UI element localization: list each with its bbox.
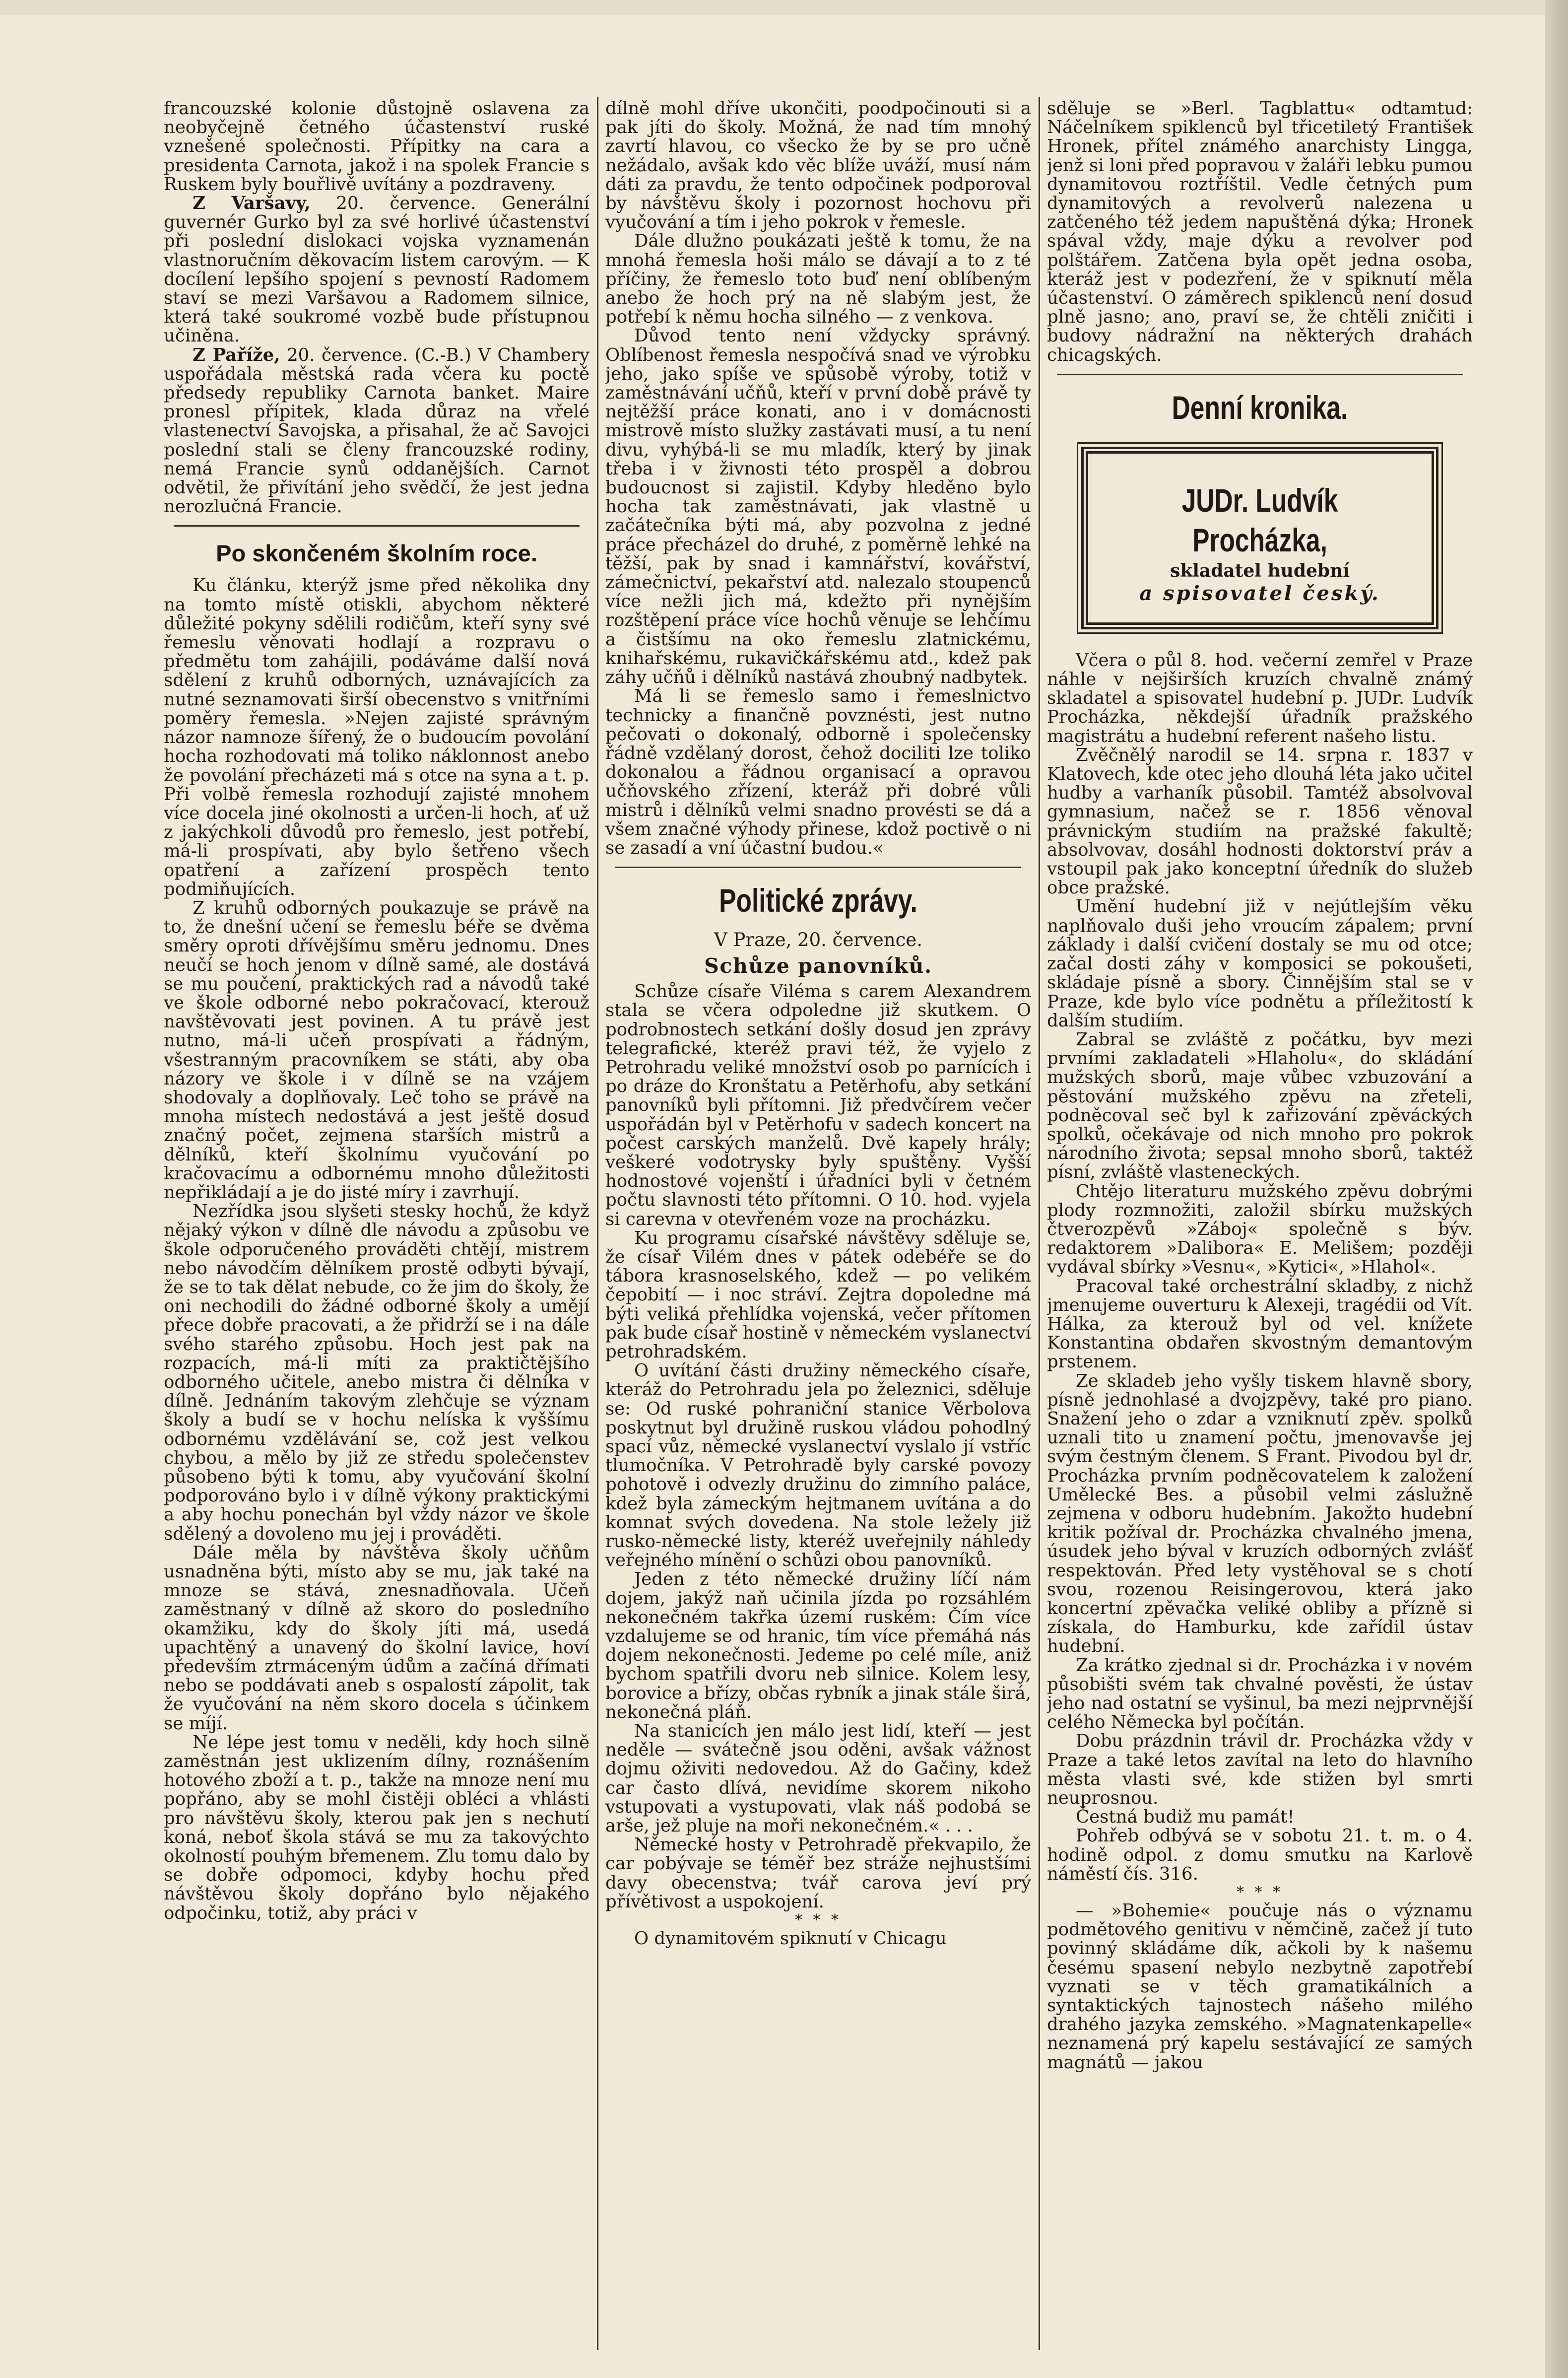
politics-heading: Politické zprávy.	[719, 882, 917, 919]
school-heading: Po skončeném školním roce.	[216, 540, 537, 567]
chronicle-paragraph: Zvěčnělý narodil se 14. srpna r. 1837 v Klatovech, kde otec jeho dlouhá léta jako učitel hudby a varhaník působil. Tamtéž absolvoval gymnasium, načež se r. 1856 věnoval právnickým studiím na pražské fakultě; absolvovav, dosáhl hodnosti doktorství práv a vstoupil pak jako konceptní úředník do služeb obce pražské.	[1047, 745, 1473, 898]
chronicle-paragraph: Dobu prázdnin trávil dr. Procházka vždy v Praze a také letos zavítal na leto do hlavního města vlasti své, kde stižen byl smrti neuprosnou.	[1047, 1731, 1473, 1809]
section-divider	[1057, 374, 1463, 375]
bohemia-paragraph: — »Bohemie« poučuje nás o významu podmětového genitivu v němčině, začež jí tuto povinný skládáme dík, ačkoli by k našemu česému spasení nebylo nezbytně zapotřebí vyznati se v těch gramatikálních a syntaktických tajnostech nášeho milého drahého jazyka zemského. »Magnatenkapelle« neznamená prý kapelu sestávající ze samých magnátů — jakou	[1047, 1901, 1473, 2073]
chronicle-paragraph: Ze skladeb jeho vyšly tiskem hlavně sbory, písně jednohlasé a dvojzpěvy, také pro piano. Snažení jeho o zdar a vzniknutí zpěv. spolků uznali tito u znamení počtu, jmenovavše jej svým čestným členem. S Frant. Pivodou byl dr. Procházka prvním podněcovatelem k založení Umělecké Bes. a působil velmi záslužně zejmena v odboru hudebním. Jakožto hudební kritik požíval dr. Procházka chvalného jmena, úsudek jeho býval v kruzích odborných zvlášť respektován. Před lety vystěhoval se s chotí svou, rozenou Reisingerovou, která jako koncertní zpěvačka veliké obliby a přízně si získala, do Hamburku, kde zařídil ústav hudební.	[1047, 1370, 1473, 1657]
school-continuation: Dále dlužno poukázati ještě k tomu, že na mnohá řemesla hoši málo se dávají a to z té příčiny, že řemeslo toto buď není oblíbeným anebo že hoch prý na ně slabým jest, že potřebí k němu hocha silného — z venkova.	[605, 231, 1031, 328]
obituary-role: a spisovatel český.	[1139, 581, 1380, 605]
chronicle-heading: Denní kronika.	[1172, 389, 1348, 426]
politics-paragraph: Německé hosty v Petrohradě překvapilo, že car pobývaje se téměř bez stráže nejhustšími davy obecenstva; tvář carova jeví prý přívětivost a uspokojení.	[605, 1834, 1031, 1912]
warsaw-report	[164, 194, 589, 346]
politics-paragraph: O uvítání části družiny německého císaře, kteráž do Petrohradu jela po železnici, sděluje se: Od ruské pohraniční stanice Věrbolova poskytnut byl družině ruskou vládou pohodlný spací vůz, německé vyslanectví vyslalo jí vstříc tlumočníka. V Petrohradě byly carské povozy pohotově i odvezly družinu do zimního paláce, kdež byla zámeckým hejtmanem uvítána a do komnat svých dovedena. Na stole ležely již rusko-německé listy, kteréž uveřejnily náhledy veřejného mínění o schůzi obou panovníků.	[605, 1360, 1031, 1571]
intro-paragraph: francouzské kolonie důstojně oslavena za neobyčejně četného účastenství ruské vznešené společnosti. Přípitky na cara a presidenta Carnota, jakož i na spolek Francie s Ruskem byly bouřlivě uvítány a pozdraveny.	[164, 99, 589, 195]
chronicle-paragraph: Chtějo literaturu mužského zpěvu dobrými plody rozmnožiti, založil sbírku mužských čtverozpěvů »Záboj« společně s býv. redaktorem »Dalibora« E. Melišem; později vydával sbírky »Vesnu«, »Kytici«, »Hlahol«.	[1047, 1181, 1473, 1278]
warsaw-dateline: Z Varšavy,	[193, 193, 311, 214]
obituary-box	[1081, 447, 1438, 629]
politics-paragraph: Na stanicích jen málo jest lidí, kteří — jest neděle — svátečně jsou oděni, avšak vážnost dojmu oživiti nedovedou. Až do Gačiny, kdež car často dlívá, nevidíme skorem nikoho vstupovati a vystupovati, vlak náš podobá se arše, jež pluje na moři nekonečném.« . . .	[605, 1721, 1031, 1836]
warsaw-text: 20. července. Generální guvernér Gurko byl za své horlivé účastenství při poslední dislokaci vojska vyznamenán vlastnoručním děkovacím listem carovým. — K docílení lepšího spojení s pevností Radomem staví se mezi Varšavou a Radomem silnice, která také soukromé vozbě bude přístupnou učiněna.	[164, 193, 589, 346]
chronicle-paragraph: Umění hudební již v nejútlejším věku naplňovalo duši jeho vroucím zápalem; první základy i další cvičení dostaly se mu od otce; začal dosti záhy v komposici se pokoušeti, skládaje písně a sbory. Činnějším stal se v Praze, kde bylo více podnětu a příležitostí k dalším studiím.	[1047, 896, 1473, 1031]
school-continuation: Důvod tento není vždycky správný. Oblíbenost řemesla nespočívá snad ve výrobku jeho, jako spíše ve spůsobě výroby, totiž v zaměstnávání učňů, kteří v první době právě ty nejtěžší práce konati, ano i v domácnosti mistrově místo služky zastávati musí, a tu není divu, vyhýbá-li se mu mladík, který by jinak třeba i v živnosti této prospěl a dobrou budoucnost si zajistil. Kdyby hleděno bylo hocha tak zaměstnávati, jak vlastně u začátečníka býti má, aby pozvolna z jedné práce přecházel do druhé, z poměrně lehké na těžší, pak by snad i kamnářství, kovářství, zámečnictví, pekařství atd. nalezalo stoupenců více nežli jich má, kdežto při nynějším rozštěpení práce více hochů věnuje se lehčímu a čistšímu na oko řemeslu zlatnickému, knihařskému, rukavičkářskému atd., kdež pak záhy učňů i dělníků nastává zhoubný nadbytek.	[605, 326, 1031, 688]
chronicle-paragraph: Čestná budiž mu památ!	[1076, 1807, 1295, 1828]
politics-dateline: V Praze, 20. července.	[714, 929, 922, 951]
page-top-edge	[0, 0, 1568, 15]
school-paragraph: Z kruhů odborných poukazuje se právě na to, že dnešní učení se řemeslu béře se dvěma směry oproti dřívějšímu směru jednomu. Dnes neučí se hoch jenom v dílně samé, ale dostává se mu poučení, praktických rad a návodů také ve škole odborné nebo pokračovací, kterouž navštěvovati jest povinen. A tu právě jest nutno, má-li učeň prospívati a řádným, všestranným pracovníkem se státi, aby oba názory ve škole i v dílně se na vzájem shodovaly a doplňovaly. Leč toho se právě na mnoha místech nedostává a jest ještě dosud značný počet, zejmena starších mistrů a dělníků, kteří školnímu vyučování po kračovacímu a odbornému mnoho důležitosti nepřikládají a je do jisté míry i zavrhují.	[164, 897, 589, 1203]
school-continuation: dílně mohl dříve ukončiti, poodpočinouti si a pak jíti do školy. Možná, že nad tím mnohý zavrtí hlavou, co všecko že by se pro učně nežádalo, avšak kdo věc blíže uváží, musí nám dáti za pravdu, že tento odpočinek podporoval by návštěvu školy i pozornost hochovu při vyučování a tím i jeho pokrok v řemesle.	[605, 99, 1031, 233]
section-divider	[615, 867, 1021, 868]
section-stars: * * *	[794, 1911, 842, 1929]
section-divider	[174, 525, 580, 527]
paris-text: 20. července. (C.-B.) V Chambery uspořádala městská rada včera ku poctě předsedy republiky Carnota banket. Maire pronesl přípitek, klada důraz na vřelé vlastenectví Savojska, a přisahal, že ač Savojci poslední stali se členy francouzské rodiny, nemá Francie synů oddanějších. Carnot odvětil, že přivítání jeho svědčí, že jest jedna nerozlučná Francie.	[164, 344, 589, 517]
school-paragraph: Dále měla by návštěva školy učňům usnadněna býti, místo aby se mu, jak také na mnoze se stává, znesnadňovala. Učeň zaměstnaný v dílně až skoro do posledního okamžiku, kdy do školy jíti má, usedá upachtěný a unavený do školní lavice, hoví především ztrmáceným údům a začíná dřímati nebo se poddávati aneb s ospalostí zápolit, tak že vyučování na něm skoro docela s účinkem se míjí.	[164, 1542, 589, 1734]
column-2	[605, 99, 1031, 2363]
paris-dateline: Z Paříže,	[193, 344, 280, 365]
chronicle-paragraph: Za krátko zjednal si dr. Procházka i v novém působišti svém tak chvalné pověsti, že ústav jeho nad ostatní se vyšinul, ba mezi nejprvnější celého Německa byl počítán.	[1047, 1655, 1473, 1733]
column-1	[164, 99, 589, 2363]
politics-paragraph: Jeden z této německé družiny líčí nám dojem, jakýž naň učinila jízda po rozsáhlém nekonečném takřka území ruském: Čím více vzdalujeme se od hranic, tím více přemáhá nás dojem nekonečnosti. Jedeme po celé míle, aniž bychom spatřili dvoru neb silnice. Kolem lesy, borovice a břízy, občas rybník a jinak stále širá, nekonečná pláň.	[605, 1569, 1031, 1722]
school-paragraph: Nezřídka jsou slyšeti stesky hochů, že když nějaký výkon v dílně dle návodu a způsobu ve škole odporučeného prováděti chtějí, mistrem nebo návodčím dělníkem prostě odbyti bývají, že se to tak dělat nebude, co že jim do školy, že oni nechodili do žádné odborné školy a umějí přece dobře pracovati, a že přidrží se i na dále svého starého způsobu. Hoch jest pak na rozpacích, má-li míti za praktičtějšího odborného učitele, anebo mistra či dělníka v dílně. Jednáním takovým zlehčuje se význam školy a budí se v hochu nelíska k vyššímu odbornému vzdělávání se, což jest velkou chybou, a mělo by již ze středu společenstev působeno býti k tomu, aby vyučování školní podporováno bylo i v dílně výkony praktickými a aby hochu ponechán byl vždy názor ve škole sdělený a dovoleno mu jej i prováděti.	[164, 1201, 589, 1544]
politics-subheading: Schůze panovníků.	[704, 954, 932, 978]
chronicle-paragraph: Včera o půl 8. hod. večerní zemřel v Praze náhle v nejširších kruzích chvalně známý skladatel a spisovatel hudební p. JUDr. Ludvík Procházka, někdejší úřadník pražského magistrátu a hudební referent našeho listu.	[1047, 650, 1473, 747]
paris-report	[164, 346, 589, 517]
column-rule-2	[1039, 97, 1040, 2350]
politics-paragraph: Schůze císaře Viléma s carem Alexandrem stala se včera odpoledne již skutkem. O podrobnostech setkání došly dosud jen zprávy telegrafické, kteréž pravi též, že vyjelo z Petrohradu veliké množství osob po parnících i po dráze do Kronštatu a Petěrhofu, aby setkání panovníků byli přítomni. Již předvčírem večer uspořádán byl v Petěrhofu v sadech koncert na počest carských manželů. Dvě kapely hrály; veškeré vodotrysky byly spuštěny. Vyšší hodnostové vojenští i úřadníci byli v četném počtu slavnosti této přítomni. O 10. hod. vyjela si carevna v otevřeném voze na procházku.	[605, 981, 1031, 1229]
page-right-edge	[1545, 0, 1568, 2378]
politics-paragraph: Ku programu císařské návštěvy sděluje se, že císař Vilém dnes v pátek odebéře se do tábora krasnoselského, kdež — po velikém čepobití — i noc stráví. Zejtra dopoledne má býti veliká přehlídka vojenská, večer přítomen pak bude císař hostině v německém vyslanectví petrohradském.	[605, 1227, 1031, 1362]
chronicle-paragraph: Zabral se zvláště z počátku, byv mezi prvními zakladateli »Hlaholu«, do skládání mužských sborů, maje vůbec vzbuzování a pěstování mužského zpěvu na zřeteli, podněcoval seč byl k zařizování zpěváckých spolků, očekávaje od nich mnoho pro pokrok národního života; sepsal mnoho sborů, taktéž písní, zvláště vlasteneckých.	[1047, 1029, 1473, 1183]
chronicle-paragraph: Pohřeb odbývá se v sobotu 21. t. m. o 4. hodině odpol. z domu smutku na Karlově náměstí čís. 316.	[1047, 1826, 1473, 1884]
chicago-paragraph: sděluje se »Berl. Tagblattu« odtamtud: Náčelníkem spiklenců byl třicetiletý František Hronek, přítel známého anarchisty Lingga, jenž si loni před popravou v žaláři lebku pumou dynamitovou roztříštil. Vedle četných pum dynamitových a revolverů nalezena u zatčeného též jedem napuštěná dýka; Hronek spával vždy, maje dýku a revolver pod polštářem. Zatčena byla opět jedna osoba, kteráž jest v podezření, že v spiknutí měla účastenství. O záměrech spiklenců není dosud plně jasno; ano, praví se, že chtěli zničiti i budovy nádražní na některých drahách chicagských.	[1047, 99, 1473, 365]
school-paragraph: Ku článku, kterýž jsme před několika dny na tomto místě otiskli, abychom některé důležité pokyny sdělili rodičům, kteří syny své řemeslu věnovati hodlají a rozpravu o předmětu tom zahájili, podáváme další nová sdělení z kruhů odborných, uznávajících za nutné seznamovati širší obecenstvo s vnitřními poměry řemesla. »Nejen zajisté správným názor namnoze šířený, že o budoucím povolání hocha rozhodovati má toliko náklonnost anebo že povolání přecházeti má s otce na syna a t. p. Při volbě řemesla rozhodují zajisté mnohem více docela jiné okolnosti a určen-li hoch, ať už z jakýchkoli důvodů pro řemeslo, jest potřebí, má-li prospívati, aby bylo šetřeno všech opatření a zařízení prospěch tento podmiňujících.	[164, 575, 589, 899]
school-paragraph: Ne lépe jest tomu v neděli, kdy hoch silně zaměstnán jest uklizením dílny, roznášením hotového zboží a t. p., takže na mnoze není mu popřáno, aby se mohl čistěji obléci a vhlásti pro návštěvu školy, kterou pak jen s nechutí koná, neboť škola stává se mu za takovýchto okolností pouhým břemenem. Zlu tomu dalo by se dobře odpomoci, kdyby hochu před návštěvou školy dopřáno bylo nějakého odpočinku, totiž, aby práci v	[164, 1732, 589, 1923]
school-continuation: Má li se řemeslo samo i řemeslnictvo technicky a finančně povznésti, jest nutno pečovati o dokonalý, odborně i společensky řádně vzdělaný dorost, čehož dociliti lze toliko dokonalou a řádnou organisací a opravou učňovského zřízení, kteráž při dobré vůli mistrů i dělníků velmi snadno provésti se dá a všem značné výhody přinese, kdož poctivě o ni se zasadí a vní účastní budou.«	[605, 686, 1031, 858]
obituary-role: skladatel hudební	[1170, 560, 1350, 581]
column-3	[1047, 99, 1473, 2363]
obituary-name: JUDr. Ludvík Procházka,	[1181, 481, 1338, 558]
column-rule-1	[597, 97, 598, 2350]
section-stars: * * *	[1236, 1884, 1284, 1902]
chronicle-paragraph: Pracoval také orchestrální skladby, z nichž jmenujeme ouverturu k Alexeji, tragédii od Vít. Hálka, za kterouž byl od vel. knížete Konstantina obdařen skvostným demantovým prstenem.	[1047, 1276, 1473, 1372]
chicago-heading: O dynamitovém spiknutí v Chicagu	[634, 1928, 947, 1949]
